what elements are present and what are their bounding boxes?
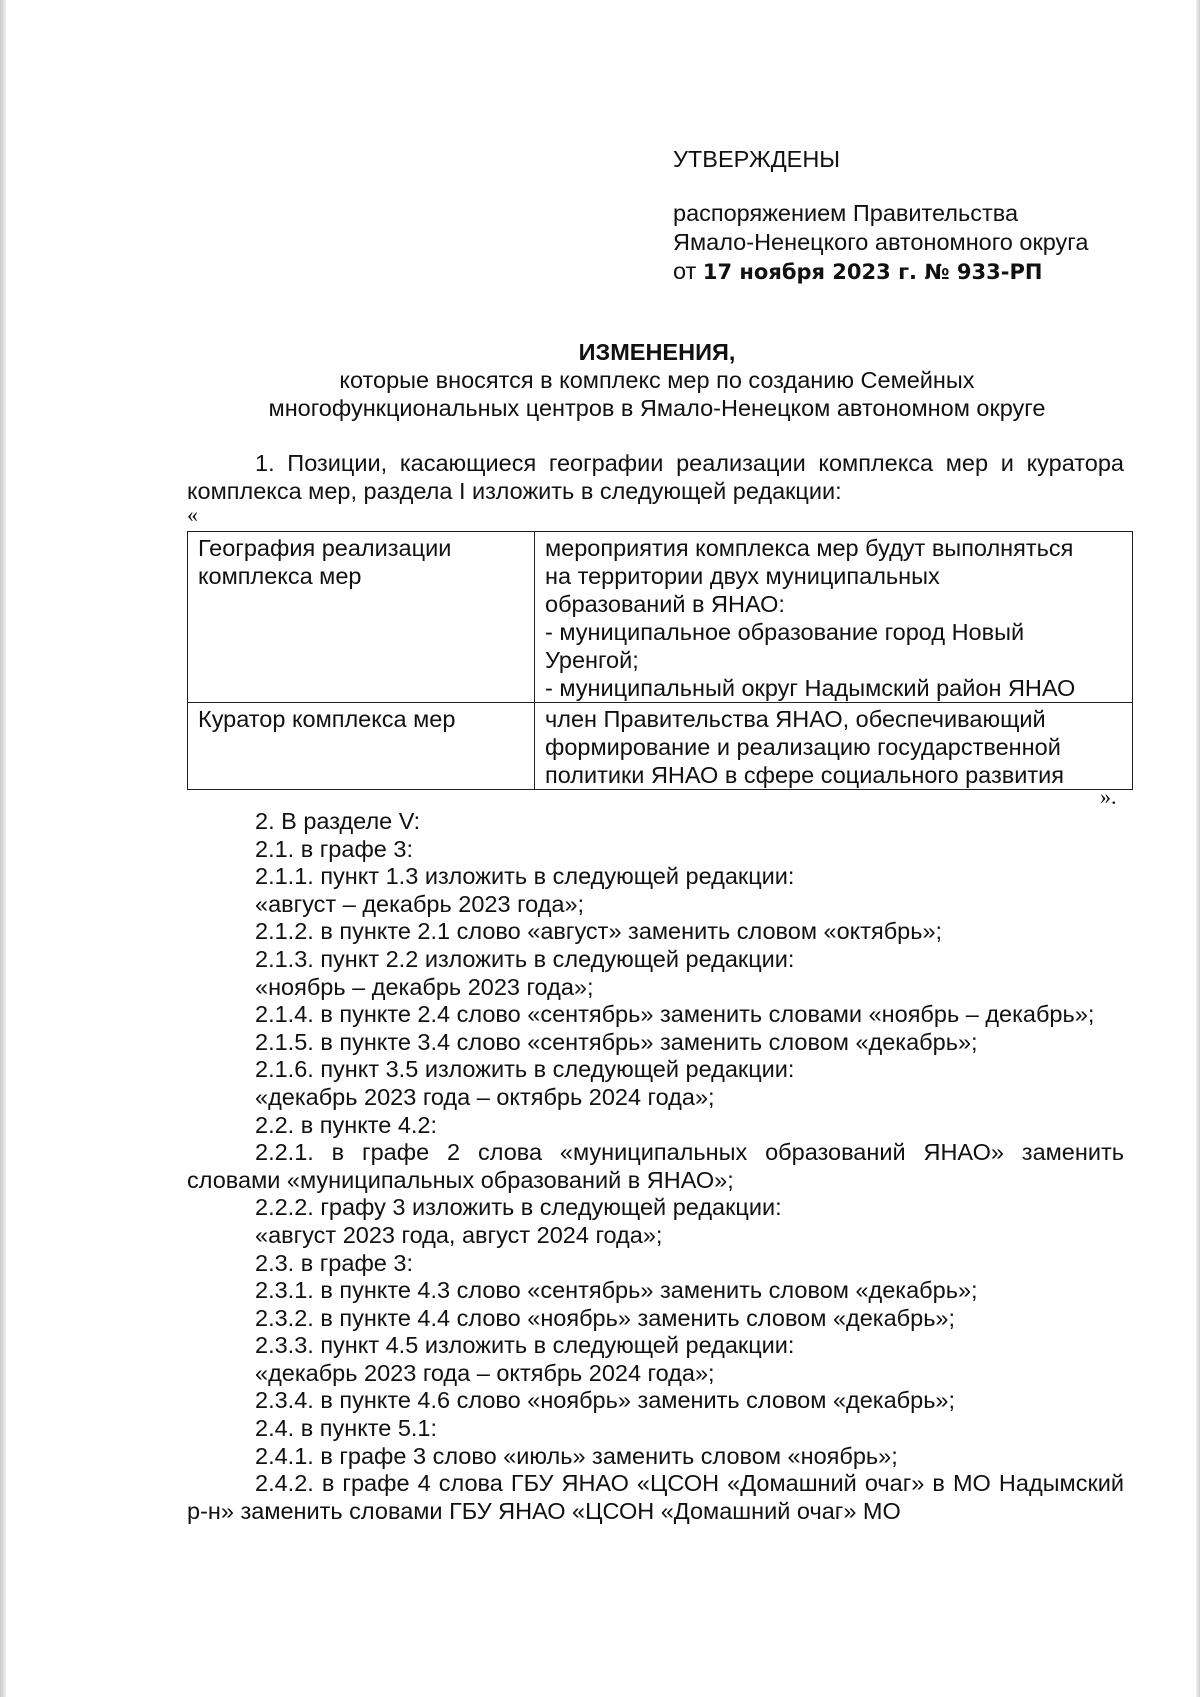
document-heading xyxy=(187,338,1127,422)
geography-value-line-1: мероприятия комплекса мер будут выполняться xyxy=(545,535,1074,561)
list-item: 2.1.1. пункт 1.3 изложить в следующей редакции: xyxy=(255,863,795,890)
approval-date-prefix: от xyxy=(673,258,697,284)
curator-label: Куратор комплекса мер xyxy=(198,706,456,732)
list-item: 2.2. в пункте 4.2: xyxy=(255,1111,438,1138)
measures-table xyxy=(187,531,1133,790)
list-item: «декабрь 2023 года – октябрь 2024 года»; xyxy=(255,1359,715,1386)
list-item: 2.3.3. пункт 4.5 изложить в следующей редакции: xyxy=(255,1332,795,1359)
list-item: «август – декабрь 2023 года»; xyxy=(255,890,585,917)
list-item: 2. В разделе V: xyxy=(255,808,421,834)
list-item: 2.4.1. в графе 3 слово «июль» заменить словом «ноябрь»; xyxy=(255,1442,898,1469)
table-row xyxy=(188,532,1133,703)
list-item: 2.3.4. в пункте 4.6 слово «ноябрь» заменить словом «декабрь»; xyxy=(255,1387,956,1414)
list-item: 2.1.6. пункт 3.5 изложить в следующей редакции: xyxy=(255,1056,795,1083)
list-item: 2.1.5. в пункте 3.4 слово «сентябрь» заменить словом «декабрь»; xyxy=(255,1028,978,1055)
list-item: 2.4.2. в графе 4 слова ГБУ ЯНАО «ЦСОН «Домашний очаг» в МО Надымский р-н» заменить словами ГБУ ЯНАО «ЦСОН «Домашний очаг» МО xyxy=(187,1470,1124,1524)
list-item: 2.4. в пункте 5.1: xyxy=(255,1415,438,1442)
list-item: «декабрь 2023 года – октябрь 2024 года»; xyxy=(255,1083,715,1110)
list-item: 2.3.1. в пункте 4.3 слово «сентябрь» заменить словом «декабрь»; xyxy=(255,1277,978,1304)
table-cell-label xyxy=(188,532,535,703)
amendments-list xyxy=(187,808,1124,1525)
approval-date-line xyxy=(673,257,1088,287)
quote-open-mark: « xyxy=(187,502,198,527)
quote-close-mark: ». xyxy=(1100,784,1117,809)
table-cell-value xyxy=(535,532,1133,703)
heading-subtitle-line-1: которые вносятся в комплекс мер по созданию Семейных xyxy=(339,367,975,393)
geography-value-line-3: образований в ЯНАО: xyxy=(545,591,785,617)
geography-value-line-4: - муниципальное образование город Новый xyxy=(545,619,1025,645)
intro-paragraph: 1. Позиции, касающиеся географии реализации комплекса мер и куратора комплекса мер, раздела I изложить в следующей редакции: xyxy=(187,450,1124,504)
heading-subtitle-line-2: многофункциональных центров в Ямало-Ненецком автономном округе xyxy=(268,395,1046,421)
curator-value-line-2: формирование и реализацию государственной xyxy=(545,734,1061,760)
geography-value-line-5: Уренгой; xyxy=(545,647,639,673)
approval-title: УТВЕРЖДЕНЫ xyxy=(673,146,841,172)
approval-line-2: Ямало-Ненецкого автономного округа xyxy=(673,229,1089,255)
approval-block xyxy=(673,145,1088,287)
approval-date-value: 17 ноября 2023 г. № 933-РП xyxy=(702,260,1043,284)
list-item: «август 2023 года, август 2024 года»; xyxy=(255,1221,663,1248)
list-item: 2.1. в графе 3: xyxy=(255,835,413,862)
list-item: 2.2.2. графу 3 изложить в следующей редакции: xyxy=(255,1194,782,1221)
list-item: 2.1.4. в пункте 2.4 слово «сентябрь» заменить словами «ноябрь – декабрь»; xyxy=(255,1001,1095,1028)
heading-title: ИЗМЕНЕНИЯ, xyxy=(578,339,736,365)
table-row xyxy=(188,703,1133,790)
list-item: «ноябрь – декабрь 2023 года»; xyxy=(255,973,594,1000)
list-item: 2.3. в графе 3: xyxy=(255,1249,413,1276)
intro-block xyxy=(187,450,1124,505)
geography-value-line-2: на территории двух муниципальных xyxy=(545,563,940,589)
list-item: 2.2.1. в графе 2 слова «муниципальных образований ЯНАО» заменить словами «муниципальных образований в ЯНАО»; xyxy=(187,1139,1124,1193)
table-cell-value xyxy=(535,703,1133,790)
table-cell-label xyxy=(188,703,535,790)
list-item: 2.1.2. в пункте 2.1 слово «август» заменить словом «октябрь»; xyxy=(255,918,943,945)
geography-label: География реализации комплекса мер xyxy=(198,535,452,589)
curator-value-line-1: член Правительства ЯНАО, обеспечивающий xyxy=(545,706,1046,732)
list-item: 2.3.2. в пункте 4.4 слово «ноябрь» заменить словом «декабрь»; xyxy=(255,1304,956,1331)
approval-line-1: распоряжением Правительства xyxy=(673,200,1019,226)
list-item: 2.1.3. пункт 2.2 изложить в следующей редакции: xyxy=(255,945,795,972)
geography-value-line-6: - муниципальный округ Надымский район ЯНАО xyxy=(545,675,1076,701)
curator-value-line-3: политики ЯНАО в сфере социального развития xyxy=(545,762,1064,788)
